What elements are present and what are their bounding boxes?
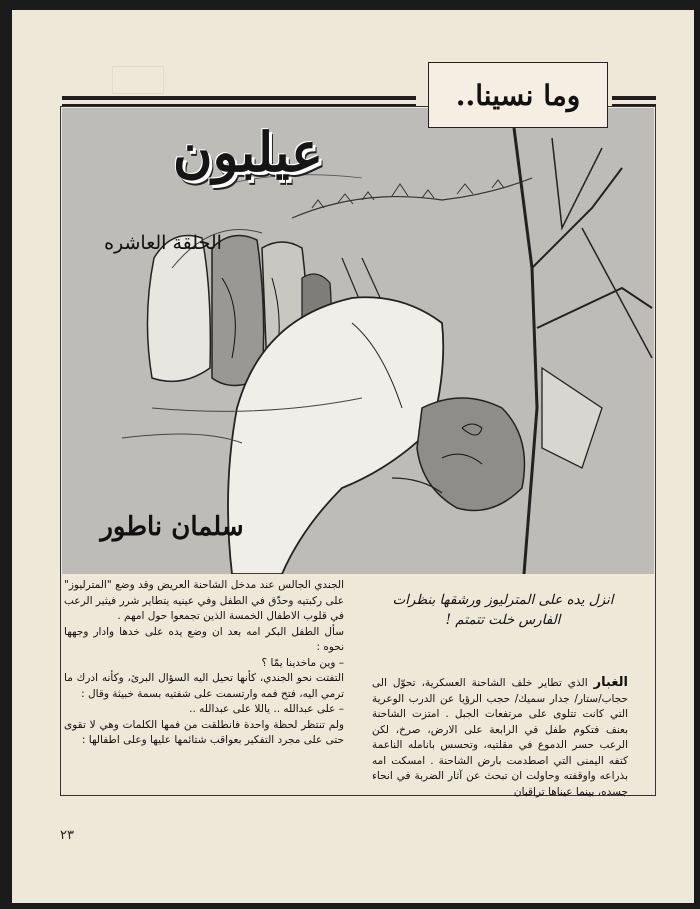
paragraph: – وين ماخدينا يمّا ؟ (261, 656, 344, 669)
pull-quote: انزل يده على المترليوز ورشقها بنظرات الفارس خلت تتمتم ! (392, 592, 614, 628)
paragraph: الجندي الجالس عند مدخل الشاحنة العريض وقد وضع "المترليوز" على ركبتيه وحدّق في الطفل وفي عينيه يتطاير شرر فيثير الرعب في قلوب الاطفال الخمسة الذين تجمعوا حول امهم . (64, 579, 344, 622)
paragraph (372, 675, 628, 800)
right-column (372, 675, 628, 800)
page-number: ٢٣ (60, 828, 74, 843)
body-text: الذي تطاير خلف الشاحنة العسكرية، تحوّل الى حجاب/ستار/ جدار سميك/ حجب الرؤيا عن الدرب الوعرية التي كانت تتلوى على مرتفعات الجبل . امتزت الشاحنة بعنف فتكوم طفل في الرابعة على الارض، صرخ، لكن الرعب حسر الدموع في مقلتيه، وتحسس بانامله الناعمة كتفه اليمنى التي اصطدمت بارض الشاحنة . امسكت امه بذراعه واوقفته وحاولت ان تبحث عن آثار الضربة في انحاء جسده، بينما عيناها تراقبان (372, 677, 628, 798)
header-rule-right (612, 96, 656, 106)
paragraph: ولم تنتظر لحظة واحدة فانطلقت من فمها الكلمات وهي لا تقوى حتى على مجرد التفكير بعواقب شتائمها عليها وعلى اطفالها : (64, 718, 344, 746)
library-stamp (112, 66, 164, 94)
author-name: سلمان ناطور (100, 512, 244, 542)
paragraph: – على عبدالله .. ياللا على عبدالله .. (189, 703, 344, 715)
paragraph: سأل الطفل البكر امه بعد ان وضع يده على خدها وادار وجهها نحوه : (64, 625, 344, 653)
lead-word: الغبار (593, 675, 628, 690)
story-title: عيلبون (172, 120, 324, 184)
left-column (64, 578, 344, 749)
header-rule-left (62, 96, 416, 106)
paragraph: التفتت نحو الجندي، كأنها تحيل اليه السؤال البرئ، وكأنه ادرك ما ترمي اليه، فتح فمه وارتسمت على شفتيه بسمة خبيثة وقال : (64, 672, 344, 700)
section-title: وما نسينا.. (455, 78, 581, 112)
section-header-box (428, 62, 608, 128)
episode-label: الحلقة العاشره (104, 232, 222, 254)
